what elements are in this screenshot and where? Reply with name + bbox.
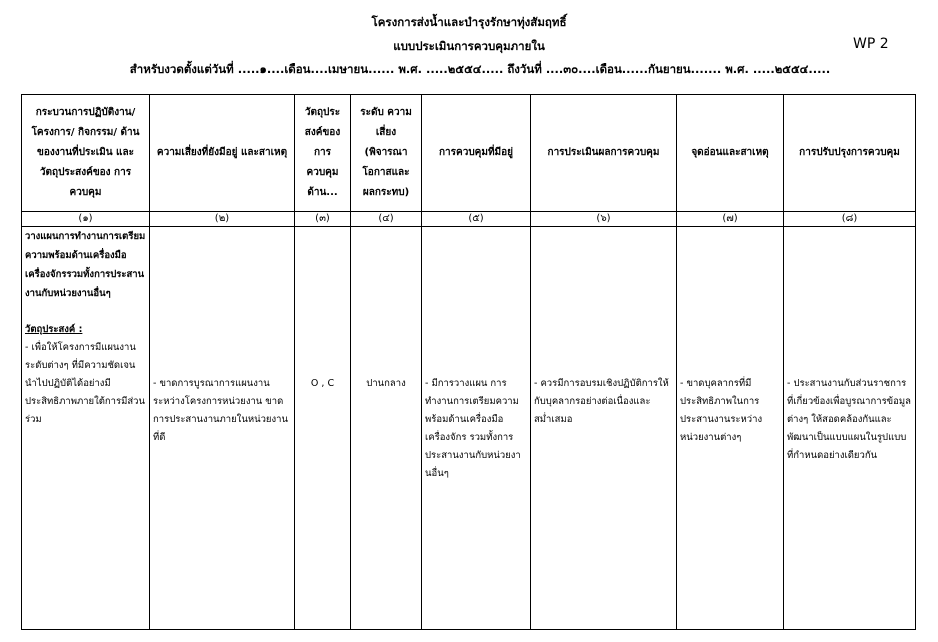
column-number: (๗) — [677, 212, 784, 227]
internal-control-assessment-table — [21, 94, 916, 630]
column-header-improvement: การปรับปรุงการควบคุม — [784, 95, 916, 212]
risk-level-text: ปานกลาง — [366, 378, 406, 389]
column-header-risk: ความเสี่ยงที่ยังมีอยู่ และสาเหตุ — [150, 95, 295, 212]
document-title: โครงการส่งน้ำและบำรุงรักษาทุ่งสัมฤทธิ์ — [371, 15, 567, 29]
column-number: (๓) — [295, 212, 351, 227]
column-number: (๘) — [784, 212, 916, 227]
objective-text: - เพื่อให้โครงการมีแผนงานระดับต่างๆ ที่มีความชัดเจน นำไปปฏิบัติได้อย่างมีประสิทธิภาพภายใต้การมีส่วนร่วม — [25, 342, 146, 425]
evaluation-cell — [531, 227, 677, 630]
column-number: (๕) — [422, 212, 531, 227]
risk-text: - ขาดการบูรณาการแผนงานระหว่างโครงการหน่วยงาน ขาดการประสานงานภายในหน่วยงานที่ดี — [153, 378, 288, 443]
column-header-process: กระบวนการปฏิบัติงาน/ โครงการ/ กิจกรรม/ ด้านของงานที่ประเมิน และวัตถุประสงค์ของ การควบคุม — [22, 95, 150, 212]
working-paper-code: WP 2 — [853, 36, 889, 52]
risk-level-cell — [351, 227, 422, 630]
control-objective-cell — [295, 227, 351, 630]
existing-control-cell — [422, 227, 531, 630]
activity-text: วางแผนการทำงานการเตรียมความพร้อมด้านเครื่องมือเครื่องจักรรวมทั้งการประสานงานกับหน่วยงานอื่นๆ — [25, 231, 146, 299]
weakness-cell — [677, 227, 784, 630]
column-number: (๔) — [351, 212, 422, 227]
weakness-text: - ขาดบุคลากรที่มีประสิทธิภาพในการประสานงานระหว่างหน่วยงานต่างๆ — [680, 378, 763, 443]
column-number: (๒) — [150, 212, 295, 227]
column-number: (๑) — [22, 212, 150, 227]
evaluation-text: - ควรมีการอบรมเชิงปฏิบัติการให้กับบุคลากรอย่างต่อเนื่องและสม่ำเสมอ — [534, 378, 669, 425]
column-header-risk-level: ระดับ ความเสี่ยง (พิจารณา โอกาสและ ผลกระทบ) — [351, 95, 422, 212]
reporting-period: สำหรับงวดตั้งแต่วันที่ .....๑....เดือน....เมษายน...... พ.ศ. .....๒๕๕๔..... ถึงวันที่ ....๓๐....เดือน......กันยายน....... พ.ศ. .....๒๕๕๔..... — [129, 62, 831, 76]
table-row — [22, 227, 916, 630]
column-number: (๖) — [531, 212, 677, 227]
column-header-existing-control: การควบคุมที่มีอยู่ — [422, 95, 531, 212]
table-header-row — [22, 95, 916, 212]
column-header-weakness: จุดอ่อนและสาเหตุ — [677, 95, 784, 212]
existing-control-text: - มีการวางแผน การทำงานการเตรียมความพร้อมด้านเครื่องมือเครื่องจักร รวมทั้งการประสานงานกับหน่วยงานอื่นๆ — [425, 378, 521, 479]
control-objective-text: O , C — [310, 378, 335, 389]
column-header-evaluation: การประเมินผลการควบคุม — [531, 95, 677, 212]
improvement-text: - ประสานงานกับส่วนราชการที่เกี่ยวข้องเพื่อบูรณาการข้อมูลต่างๆ ให้สอดคล้องกันและพัฒนาเป็นแบบแผนในรูปแบบที่กำหนดอย่างเดียวกัน — [787, 378, 911, 461]
objective-label: วัตถุประสงค์ : — [25, 324, 83, 335]
document-subtitle: แบบประเมินการควบคุมภายใน — [393, 39, 545, 53]
improvement-cell — [784, 227, 916, 630]
column-number-row — [22, 212, 916, 227]
column-header-control-objective: วัตถุประ สงค์ของ การ ควบคุม ด้าน... — [295, 95, 351, 212]
activity-cell — [22, 227, 150, 630]
risk-cell — [150, 227, 295, 630]
